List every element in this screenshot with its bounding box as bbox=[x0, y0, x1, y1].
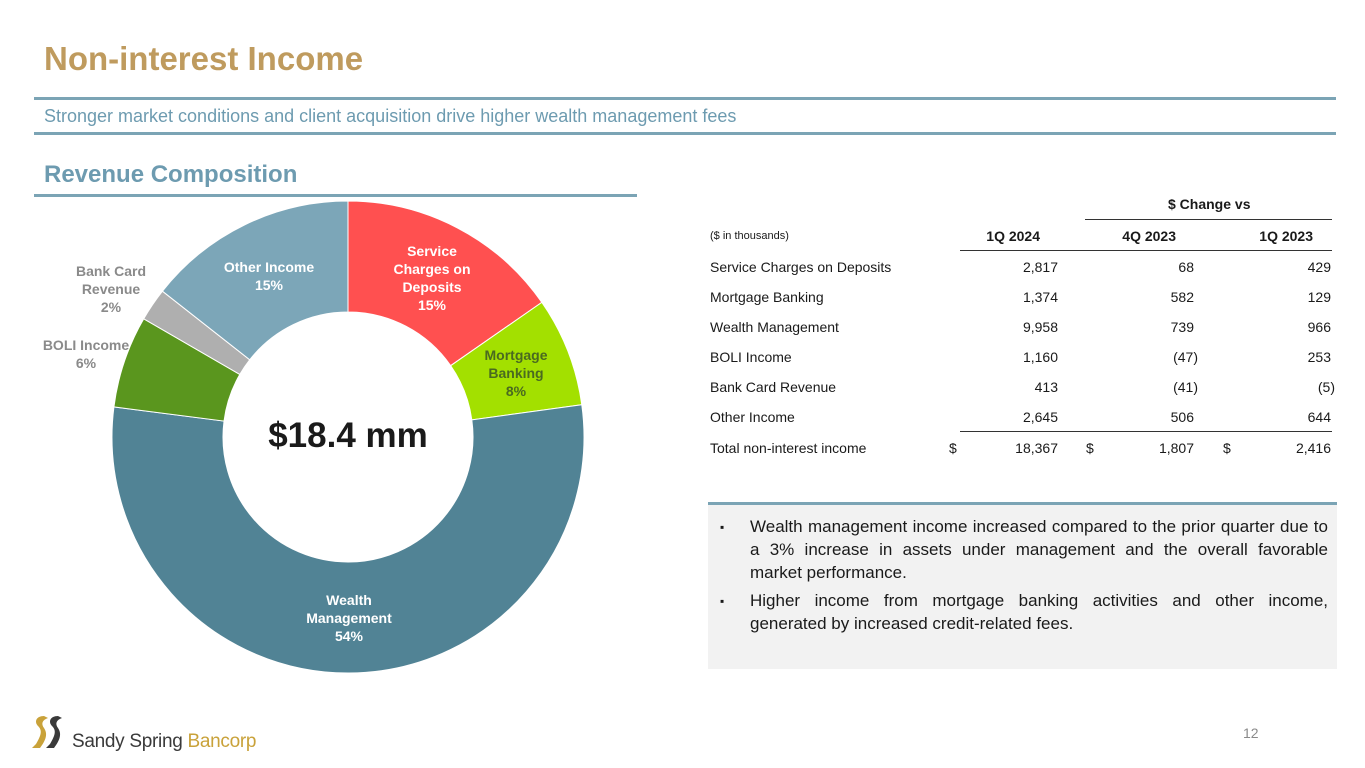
slice-label-line: Wealth bbox=[326, 592, 372, 608]
cell-1q2024: 1,374 bbox=[1022, 289, 1058, 305]
slice-label-line: Deposits bbox=[402, 279, 462, 295]
row-label: Service Charges on Deposits bbox=[710, 259, 892, 275]
slice-label-line: Mortgage bbox=[484, 347, 548, 363]
cell-1q2024: 2,817 bbox=[1022, 259, 1058, 275]
cell-1q2023: 253 bbox=[1307, 349, 1331, 365]
slice-label-boli bbox=[30, 336, 142, 372]
slice-label-wealth bbox=[289, 591, 409, 645]
slice-pct: 8% bbox=[505, 383, 527, 399]
slice-pct: 15% bbox=[254, 277, 284, 293]
sandy-spring-logo-icon bbox=[30, 714, 70, 750]
total-1q2023: 2,416 bbox=[1295, 440, 1331, 456]
cell-1q2024: 1,160 bbox=[1022, 349, 1058, 365]
total-1q2024: 18,367 bbox=[1015, 440, 1058, 456]
slice-label-service-charges bbox=[372, 242, 492, 314]
donut-center-label: $18.4 mm bbox=[268, 416, 428, 455]
row-label: Bank Card Revenue bbox=[710, 379, 837, 395]
row-label: BOLI Income bbox=[710, 349, 792, 365]
slice-label-line: Banking bbox=[488, 365, 544, 381]
bullet-icon: ▪ bbox=[720, 520, 725, 534]
currency-sign: $ bbox=[1223, 440, 1231, 456]
cell-1q2023: 129 bbox=[1307, 289, 1331, 305]
slice-pct: 54% bbox=[334, 628, 364, 644]
page-number: 12 bbox=[1243, 725, 1259, 741]
header-rule bbox=[960, 250, 1332, 251]
note-item: Wealth management income increased compared to the prior quarter due to a 3% increase in assets under management and the overall favorable market performance. bbox=[750, 517, 1328, 582]
cell-4q2023: (47) bbox=[1173, 349, 1198, 365]
col-header: 1Q 2024 bbox=[986, 228, 1040, 244]
col-header: 1Q 2023 bbox=[1259, 228, 1313, 244]
note-item: Higher income from mortgage banking activities and other income, generated by increased credit-related fees. bbox=[750, 591, 1328, 633]
slice-label-line: Management bbox=[306, 610, 392, 626]
slice-label-line: Revenue bbox=[81, 281, 141, 297]
slice-pct: 15% bbox=[417, 297, 447, 313]
cell-1q2023: (5) bbox=[1317, 379, 1335, 395]
row-label: Mortgage Banking bbox=[710, 289, 824, 305]
cell-1q2024: 2,645 bbox=[1022, 409, 1058, 425]
slice-label-line: Other Income bbox=[223, 259, 315, 275]
page-title: Non-interest Income bbox=[44, 40, 364, 77]
total-rule bbox=[960, 431, 1332, 432]
cell-4q2023: (41) bbox=[1173, 379, 1198, 395]
currency-sign: $ bbox=[1086, 440, 1094, 456]
cell-4q2023: 506 bbox=[1170, 409, 1194, 425]
cell-1q2023: 644 bbox=[1307, 409, 1331, 425]
slice-label-line: Service bbox=[407, 243, 457, 259]
slice-label-mortgage bbox=[470, 346, 562, 400]
bullet-icon: ▪ bbox=[720, 594, 725, 608]
row-label: Other Income bbox=[710, 409, 795, 425]
page-subtitle: Stronger market conditions and client acquisition drive higher wealth management fees bbox=[44, 106, 737, 126]
group-header: $ Change vs bbox=[1168, 196, 1251, 212]
slice-label-line: Bank Card bbox=[75, 263, 147, 279]
group-header-rule bbox=[1085, 219, 1332, 220]
slice-label-line: Charges on bbox=[393, 261, 471, 277]
cell-1q2024: 413 bbox=[1034, 379, 1058, 395]
cell-1q2023: 429 bbox=[1307, 259, 1331, 275]
cell-1q2024: 9,958 bbox=[1022, 319, 1058, 335]
total-4q2023: 1,807 bbox=[1158, 440, 1194, 456]
section-title: Revenue Composition bbox=[44, 161, 298, 188]
cell-4q2023: 582 bbox=[1170, 289, 1194, 305]
col-header: 4Q 2023 bbox=[1122, 228, 1176, 244]
row-label: Wealth Management bbox=[710, 319, 839, 335]
notes-box bbox=[708, 502, 1337, 669]
total-label: Total non-interest income bbox=[710, 440, 867, 456]
logo-name: Sandy Spring bbox=[72, 731, 183, 752]
slice-pct: 6% bbox=[75, 355, 97, 371]
cell-4q2023: 68 bbox=[1178, 259, 1194, 275]
units-label: ($ in thousands) bbox=[710, 230, 789, 242]
logo-accent: Bancorp bbox=[187, 731, 257, 752]
cell-4q2023: 739 bbox=[1170, 319, 1194, 335]
slice-label-other bbox=[209, 258, 329, 294]
slice-pct: 2% bbox=[100, 299, 122, 315]
slice-label-line: BOLI Income bbox=[42, 337, 130, 353]
cell-1q2023: 966 bbox=[1307, 319, 1331, 335]
company-logo-text bbox=[72, 731, 256, 753]
currency-sign: $ bbox=[949, 440, 957, 456]
slice-label-bank-card bbox=[62, 262, 160, 316]
